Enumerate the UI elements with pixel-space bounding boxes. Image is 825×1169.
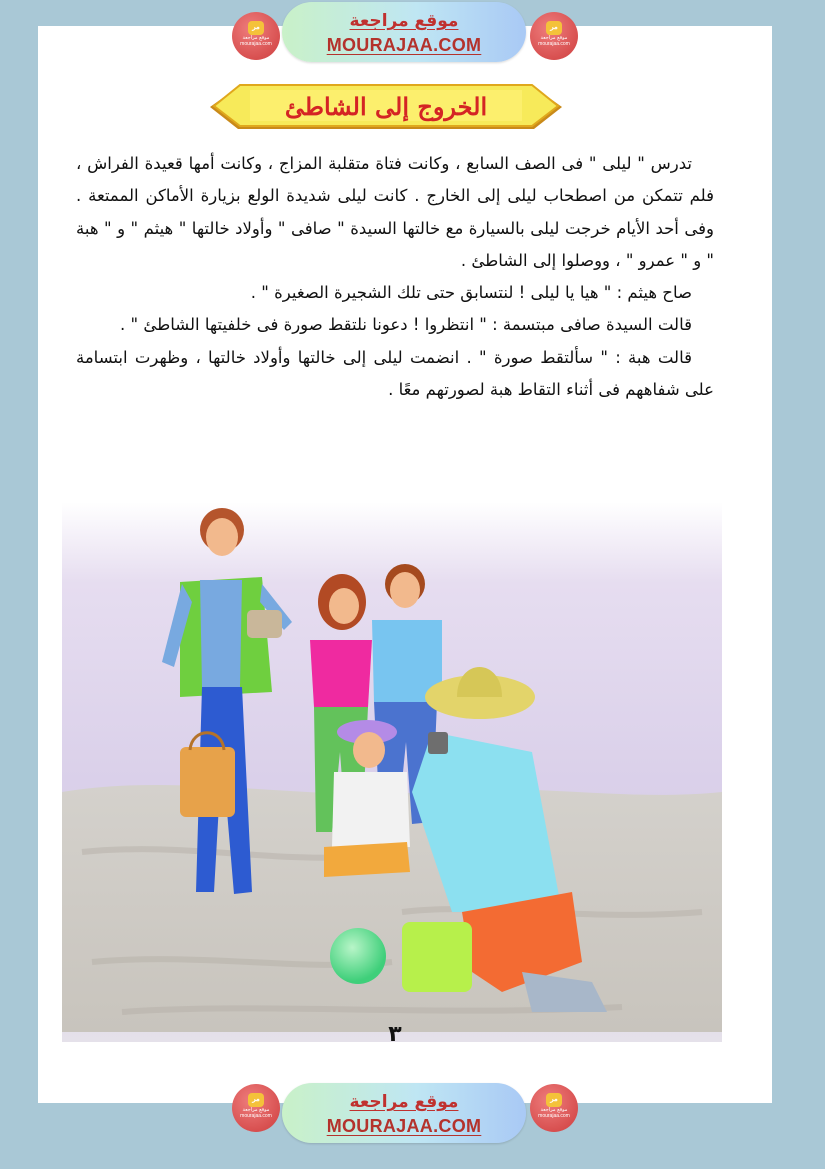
logo-text-ar: موقع مراجعة [540, 1107, 568, 1113]
logo-text-en: mourajaa.com [538, 1113, 570, 1119]
logo-text-en: mourajaa.com [538, 41, 570, 47]
logo-text-ar: موقع مراجعة [540, 35, 568, 41]
beach-illustration [62, 492, 722, 1052]
logo-badge: مر [546, 21, 562, 35]
logo-badge: مر [546, 1093, 562, 1107]
site-name-en[interactable]: MOURAJAA.COM [326, 35, 482, 55]
site-name-en[interactable]: MOURAJAA.COM [326, 1116, 482, 1136]
logo-text-en: mourajaa.com [240, 1113, 272, 1119]
story-paragraph: قالت هبة : " سألتقط صورة " . انضمت ليلى إلى خالتها وأولاد خالتها ، وظهرت ابتسامة على شفاههم فى أثناء التقاط هبة لصورتهم معًا . [76, 347, 714, 400]
story-paragraph: تدرس " ليلى " فى الصف السابع ، وكانت فتاة متقلبة المزاج ، وكانت أمها قعيدة الفراش ، فلم تتمكن من اصطحاب ليلى إلى الخارج . كانت ليلى شديدة الولع بزيارة الأماكن الممتعة . وفى أحد الأيام خرجت ليلى بالسيارة مع خالتها السيدة " صافى " وأولاد خالتها " هيثم " و " هبة " و " عمرو " ، ووصلوا إلى الشاطئ . [76, 154, 714, 270]
site-name-ar[interactable]: موقع مراجعة [349, 1092, 459, 1112]
logo-badge: مر [248, 21, 264, 35]
mourajaa-logo-icon[interactable] [232, 1084, 280, 1132]
site-name-ar[interactable]: موقع مراجعة [349, 11, 459, 31]
lesson-title: الخروج إلى الشاطئ [284, 92, 488, 121]
logo-badge: مر [248, 1093, 264, 1107]
site-banner-header[interactable] [282, 2, 526, 62]
camera-illustration [428, 732, 448, 754]
mourajaa-logo-icon[interactable] [530, 1084, 578, 1132]
logo-text-ar: موقع مراجعة [242, 1107, 270, 1113]
mourajaa-logo-icon[interactable] [530, 12, 578, 60]
bag-illustration [402, 922, 472, 992]
page-number: ٣ [388, 1022, 402, 1047]
logo-text-ar: موقع مراجعة [242, 35, 270, 41]
lesson-title-ribbon [210, 84, 562, 130]
mourajaa-logo-icon[interactable] [232, 12, 280, 60]
story-text [76, 148, 714, 406]
site-banner-footer[interactable] [282, 1083, 526, 1143]
story-paragraph: قالت السيدة صافى مبتسمة : " انتظروا ! دعونا نلتقط صورة فى خلفيتها الشاطئ " . [120, 315, 692, 335]
ball-illustration [330, 928, 386, 984]
handbag-illustration [180, 747, 235, 817]
logo-text-en: mourajaa.com [240, 41, 272, 47]
story-paragraph: صاح هيثم : " هيا يا ليلى ! لنتسابق حتى تلك الشجيرة الصغيرة " . [250, 283, 692, 303]
